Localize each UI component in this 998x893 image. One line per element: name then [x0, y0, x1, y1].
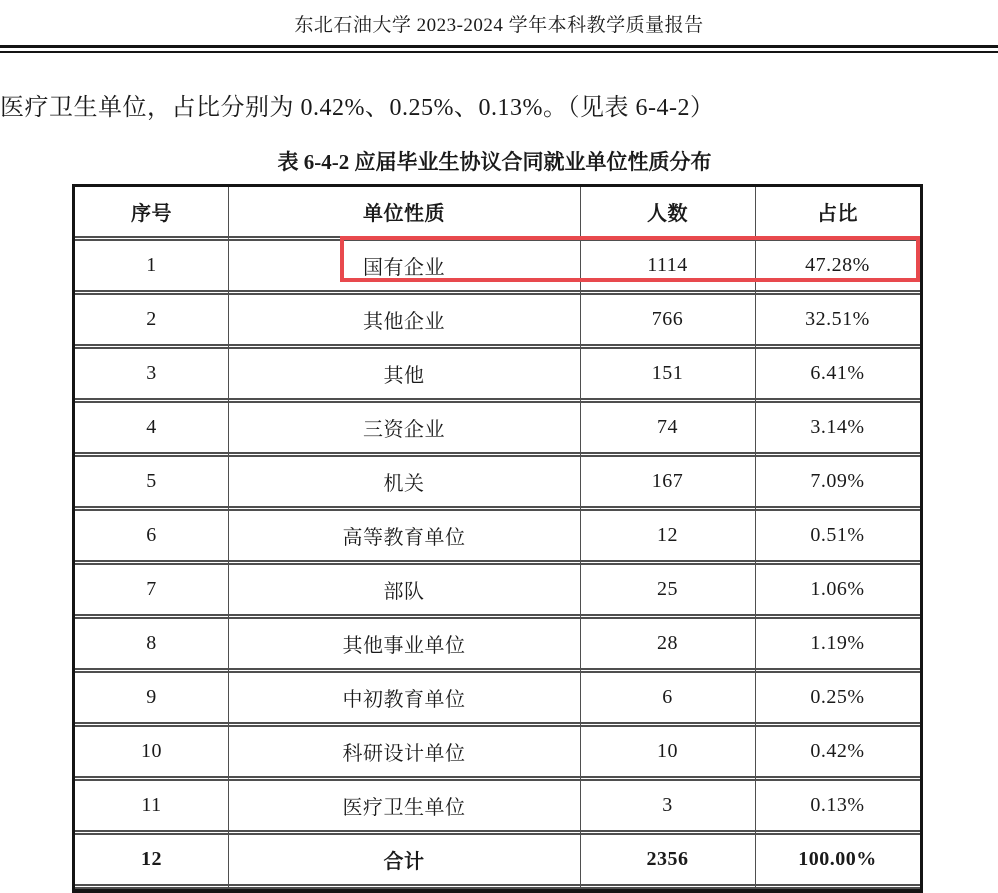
- table-row: [75, 727, 920, 781]
- cell-pct: 6.41%: [810, 362, 865, 384]
- col-header-nature: 单位性质: [363, 203, 445, 225]
- body-paragraph: 医疗卫生单位，占比分别为 0.42%、0.25%、0.13%。（见表 6-4-2）: [0, 95, 715, 121]
- table-row: [75, 403, 920, 457]
- cell-count: 2356: [646, 848, 689, 870]
- cell-pct: 0.42%: [810, 740, 865, 762]
- cell-nature: 其他事业单位: [342, 635, 466, 657]
- cell-no: 3: [146, 362, 157, 384]
- col-header-count: 人数: [647, 203, 688, 225]
- column-divider: [755, 187, 756, 889]
- cell-pct: 0.25%: [810, 686, 865, 708]
- header-divider-rule: [0, 45, 998, 53]
- cell-pct: 100.00%: [798, 848, 877, 870]
- cell-nature: 科研设计单位: [342, 743, 466, 765]
- table-row: [75, 295, 920, 349]
- cell-no: 4: [146, 416, 157, 438]
- cell-pct: 7.09%: [810, 470, 865, 492]
- column-divider: [228, 187, 229, 889]
- cell-pct: 1.06%: [810, 578, 865, 600]
- page-header: [0, 0, 998, 39]
- cell-no: 9: [146, 686, 157, 708]
- cell-nature: 高等教育单位: [342, 527, 466, 549]
- page-header-title: 东北石油大学 2023-2024 学年本科教学质量报告: [294, 15, 704, 36]
- table-row: [75, 349, 920, 403]
- cell-no: 6: [146, 524, 157, 546]
- cell-nature: 三资企业: [363, 419, 445, 441]
- column-divider: [580, 187, 581, 889]
- cell-count: 151: [651, 362, 684, 384]
- cell-count: 10: [657, 740, 678, 762]
- cell-no: 10: [141, 740, 162, 762]
- cell-count: 12: [657, 524, 678, 546]
- cell-nature: 其他企业: [363, 311, 445, 333]
- cell-count: 74: [657, 416, 678, 438]
- cell-no: 1: [146, 254, 157, 276]
- cell-pct: 3.14%: [810, 416, 865, 438]
- col-header-pct: 占比: [817, 203, 858, 225]
- cell-count: 766: [651, 308, 684, 330]
- cell-pct: 32.51%: [805, 308, 870, 330]
- cell-no: 7: [146, 578, 157, 600]
- employment-table: [72, 184, 923, 893]
- table-row: [75, 457, 920, 511]
- cell-count: 28: [657, 632, 678, 654]
- cell-nature: 机关: [383, 473, 425, 495]
- cell-nature: 中初教育单位: [342, 689, 466, 711]
- cell-pct: 47.28%: [805, 254, 870, 276]
- cell-count: 6: [662, 686, 673, 708]
- cell-no: 5: [146, 470, 157, 492]
- table-header-row: [75, 187, 920, 241]
- table-row: [75, 241, 920, 295]
- table-row: [75, 673, 920, 727]
- table-row: [75, 511, 920, 565]
- cell-no: 2: [146, 308, 157, 330]
- cell-count: 167: [651, 470, 684, 492]
- cell-nature: 其他: [383, 365, 425, 387]
- col-header-no: 序号: [131, 203, 172, 225]
- table-row: [75, 565, 920, 619]
- cell-nature: 部队: [383, 581, 425, 603]
- cell-nature: 合计: [383, 851, 425, 873]
- table-row: [75, 781, 920, 835]
- cell-pct: 1.19%: [810, 632, 865, 654]
- table-caption: 表 6-4-2 应届毕业生协议合同就业单位性质分布: [277, 150, 712, 174]
- table-row: [75, 619, 920, 673]
- cell-nature: 医疗卫生单位: [342, 797, 466, 819]
- cell-count: 3: [662, 794, 673, 816]
- cell-nature: 国有企业: [363, 257, 445, 279]
- cell-no: 8: [146, 632, 157, 654]
- cell-pct: 0.51%: [810, 524, 865, 546]
- cell-count: 1114: [647, 254, 688, 276]
- cell-count: 25: [657, 578, 678, 600]
- table-row-total: [75, 835, 920, 889]
- cell-pct: 0.13%: [810, 794, 865, 816]
- cell-no: 11: [141, 794, 162, 816]
- cell-no: 12: [141, 848, 162, 870]
